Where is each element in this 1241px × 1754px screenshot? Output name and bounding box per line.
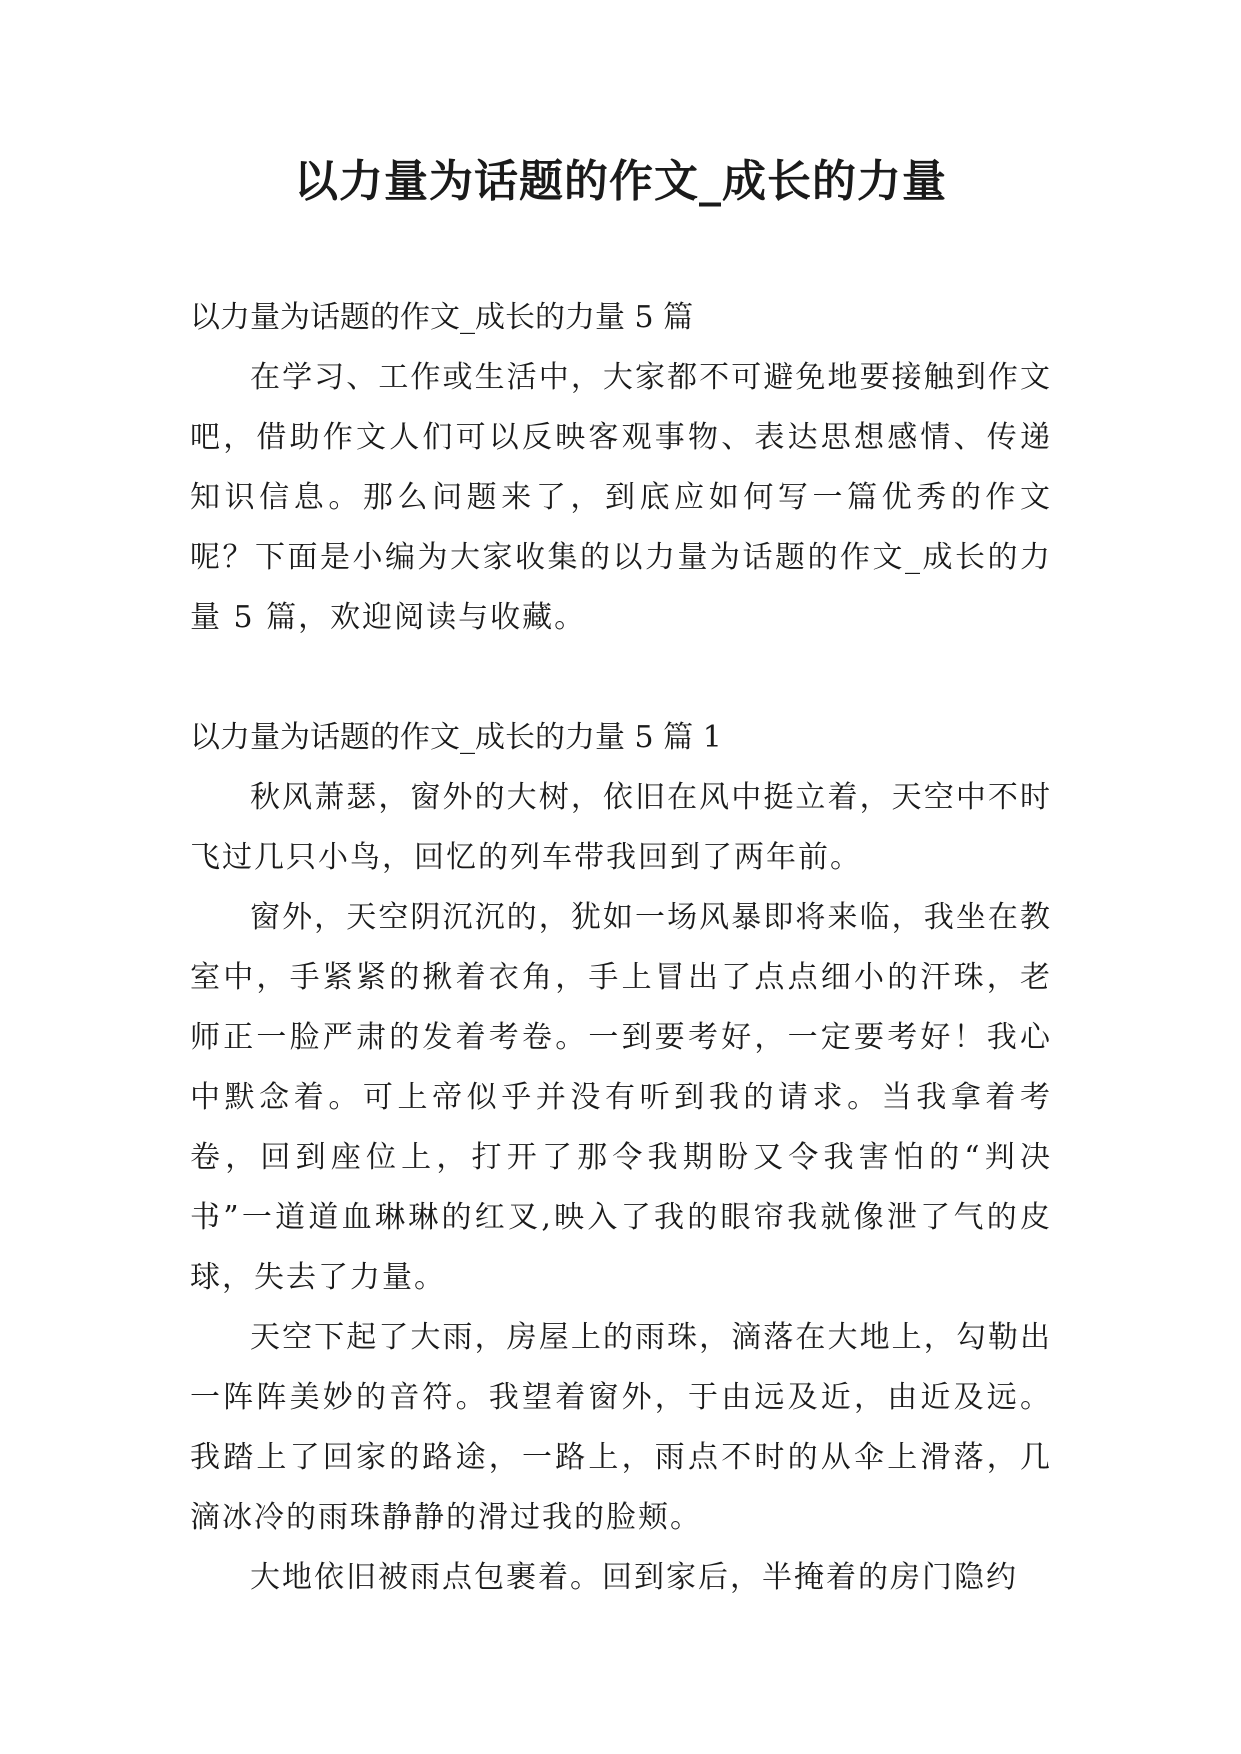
intro-paragraph: 在学习、工作或生活中，大家都不可避免地要接触到作文吧，借助作文人们可以反映客观事物、表达思想感情、传递知识信息。那么问题来了，到底应如何写一篇优秀的作文呢？下面是小编为大家收集的以力量为话题的作文_成长的力量 5 篇，欢迎阅读与收藏。 <box>190 360 1052 635</box>
document-body <box>190 288 1052 1608</box>
body-paragraph-1: 秋风萧瑟，窗外的大树，依旧在风中挺立着，天空中不时飞过几只小鸟，回忆的列车带我回到了两年前。 <box>190 780 1052 875</box>
document-title: 以力量为话题的作文_成长的力量 <box>294 156 947 207</box>
body-paragraph-4: 大地依旧被雨点包裹着。回到家后，半掩着的房门隐约 <box>250 1560 1018 1595</box>
subtitle: 以力量为话题的作文_成长的力量 5 篇 <box>190 300 694 335</box>
section-spacer <box>190 648 1052 708</box>
body-paragraph-3: 天空下起了大雨，房屋上的雨珠，滴落在大地上，勾勒出一阵阵美妙的音符。我望着窗外，于由远及近，由近及远。我踏上了回家的路途，一路上，雨点不时的从伞上滑落，几滴冰冷的雨珠静静的滑过我的脸颊。 <box>190 1320 1052 1535</box>
section-heading: 以力量为话题的作文_成长的力量 5 篇 1 <box>190 720 722 755</box>
body-paragraph-2: 窗外，天空阴沉沉的，犹如一场风暴即将来临，我坐在教室中，手紧紧的揪着衣角，手上冒出了点点细小的汗珠，老师正一脸严肃的发着考卷。一到要考好，一定要考好！我心中默念着。可上帝似乎并没有听到我的请求。当我拿着考卷，回到座位上，打开了那令我期盼又令我害怕的“判决书”一道道血琳琳的红叉,映入了我的眼帘我就像泄了气的皮球，失去了力量。 <box>190 900 1052 1295</box>
